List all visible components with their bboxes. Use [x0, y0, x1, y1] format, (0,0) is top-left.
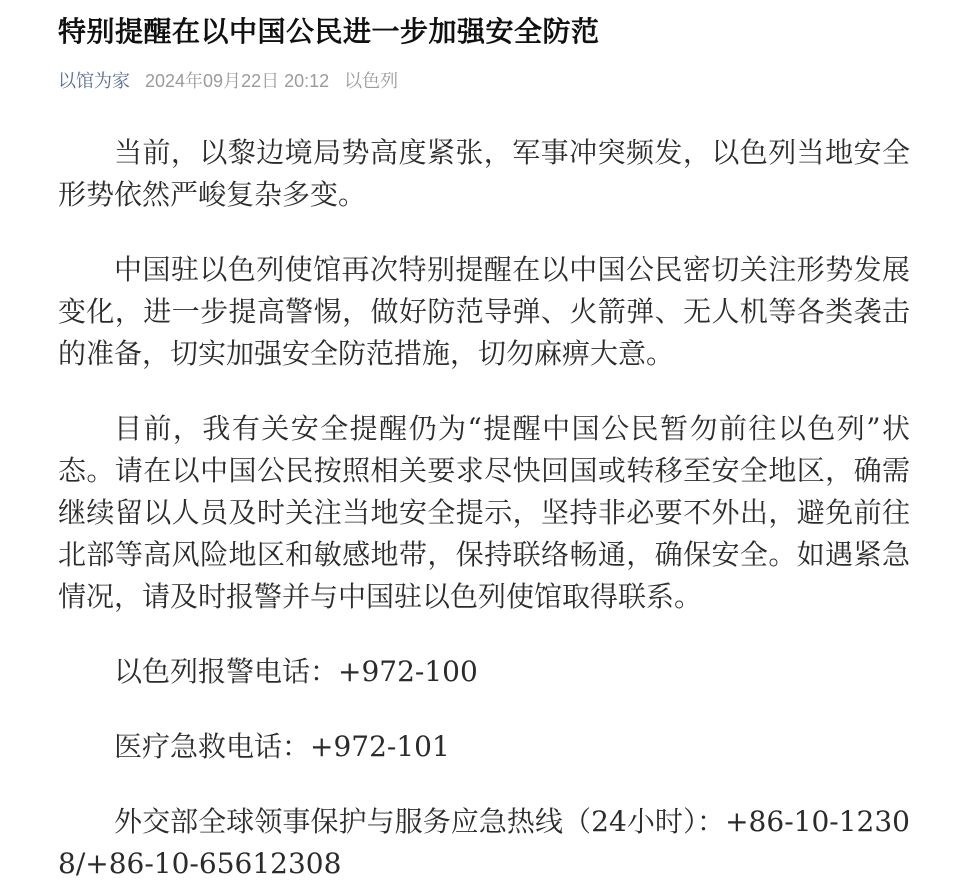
article-body: [58, 132, 910, 885]
article-paragraph: 目前，我有关安全提醒仍为“提醒中国公民暂勿前往以色列”状态。请在以中国公民按照相关要求尽快回国或转移至安全地区，确需继续留以人员及时关注当地安全提示，坚持非必要不外出，避免前往北部等高风险地区和敏感地带，保持联络畅通，确保安全。如遇紧急情况，请及时报警并与中国驻以色列使馆取得联系。: [58, 411, 910, 613]
article-paragraph: 医疗急救电话：+972-101: [114, 729, 450, 763]
article-title: 特别提醒在以中国公民进一步加强安全防范: [58, 16, 600, 47]
account-name-link[interactable]: 以馆为家: [58, 70, 130, 91]
article-paragraph: 中国驻以色列使馆再次特别提醒在以中国公民密切关注形势发展变化，进一步提高警惕，做好防范导弹、火箭弹、无人机等各类袭击的准备，切实加强安全防范措施，切勿麻痹大意。: [58, 252, 910, 370]
article-paragraph: 当前，以黎边境局势高度紧张，军事冲突频发，以色列当地安全形势依然严峻复杂多变。: [58, 135, 910, 211]
article-paragraph: 外交部全球领事保护与服务应急热线（24小时）：+86-10-12308/+86-10-65612308: [58, 804, 910, 880]
article-paragraph: 以色列报警电话：+972-100: [114, 654, 478, 688]
article-meta: [58, 69, 910, 94]
publish-datetime: 2024年09月22日 20:12: [145, 70, 330, 91]
publish-location: 以色列: [344, 70, 399, 91]
